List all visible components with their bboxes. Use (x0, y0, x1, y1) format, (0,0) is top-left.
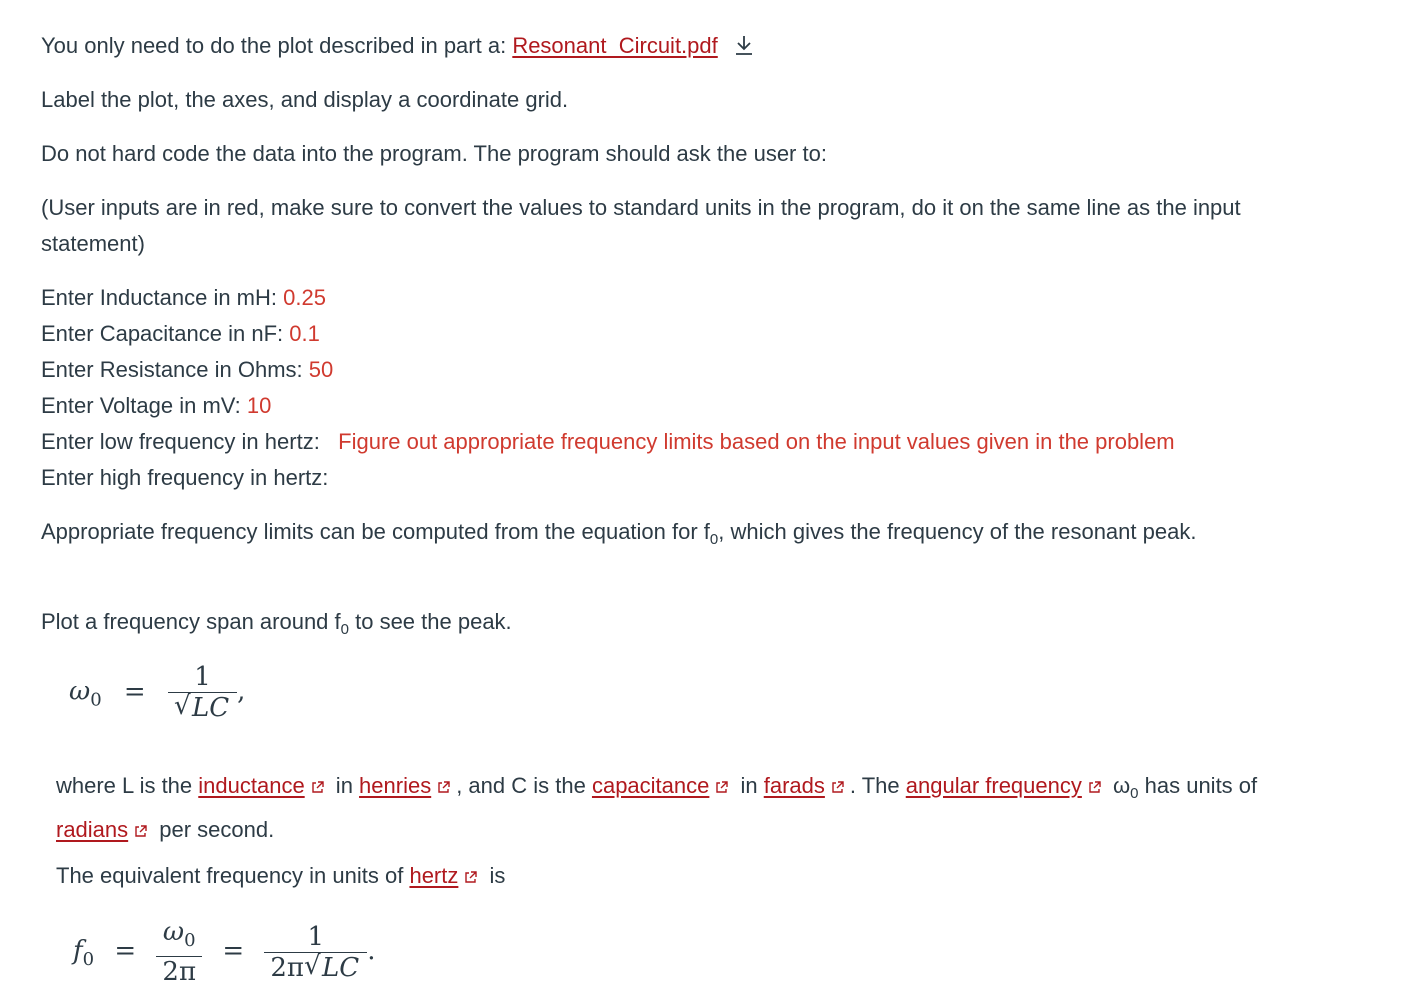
radians-link[interactable]: radians (56, 817, 129, 842)
inductance-link[interactable]: inductance (198, 773, 305, 798)
omega0-equation: $\omega_0$ = 1 √ LC , (69, 662, 246, 723)
resonant-circuit-pdf-link[interactable]: Resonant_Circuit.pdf (512, 33, 718, 58)
input-value: Figure out appropriate frequency limits based on the input values given in the problem (338, 429, 1175, 454)
external-link-icon (311, 781, 324, 794)
external-link-icon (1088, 781, 1101, 794)
input-value: 10 (246, 393, 272, 418)
intro-line: You only need to do the plot described in part a: Resonant_Circuit.pdf (41, 28, 756, 64)
limits-paragraph: Appropriate frequency limits can be computed from the equation for $f_0$, which gives the frequency of the resonant peak. (41, 519, 1197, 548)
angular-frequency-link[interactable]: angular frequency (905, 773, 1082, 798)
prompt-voltage: Enter Voltage in mV: 10 (41, 393, 272, 418)
external-link-icon (134, 825, 147, 838)
external-link-icon (437, 781, 450, 794)
input-value: 0.1 (289, 321, 320, 346)
equivalent-paragraph: The equivalent frequency in units of hertz is (56, 863, 506, 888)
external-link-icon (464, 871, 477, 884)
henries-link[interactable]: henries (359, 773, 432, 798)
prompt-low-frequency: Enter low frequency in hertz: Figure out appropriate frequency limits based on the input values given in the problem (41, 429, 1175, 454)
external-link-icon (715, 781, 728, 794)
prompt-resistance: Enter Resistance in Ohms: 50 (41, 357, 334, 382)
input-value: 50 (308, 357, 334, 382)
hertz-link[interactable]: hertz (409, 863, 459, 888)
instruction-label: Label the plot, the axes, and display a coordinate grid. (41, 87, 569, 112)
f0-equation: $f_0$ = $\frac{\omega_0}{2\pi}$ = 1 2π √ LC . (73, 917, 376, 987)
farads-link[interactable]: farads (763, 773, 825, 798)
prompt-capacitance: Enter Capacitance in nF: 0.1 (41, 321, 320, 346)
prompt-inductance: Enter Inductance in mH: 0.25 (41, 285, 326, 310)
capacitance-link[interactable]: capacitance (591, 773, 710, 798)
where-paragraph: where L is the inductance in henries , and C is the capacitance in farads . The angular frequency $\omega_0$ has units of radians per second. (56, 773, 1258, 842)
instruction-user-inputs: (User inputs are in red, make sure to convert the values to standard units in the program, do it on the same line as the input statement) (41, 195, 1241, 256)
prompt-list (41, 280, 1175, 496)
instruction-hardcode: Do not hard code the data into the program. The program should ask the user to: (41, 141, 827, 166)
span-paragraph: Plot a frequency span around $f_0$ to see the peak. (41, 609, 512, 638)
external-link-icon (831, 781, 844, 794)
input-value: 0.25 (283, 285, 326, 310)
download-icon[interactable] (732, 32, 756, 56)
prompt-high-frequency: Enter high frequency in hertz: (41, 465, 329, 490)
